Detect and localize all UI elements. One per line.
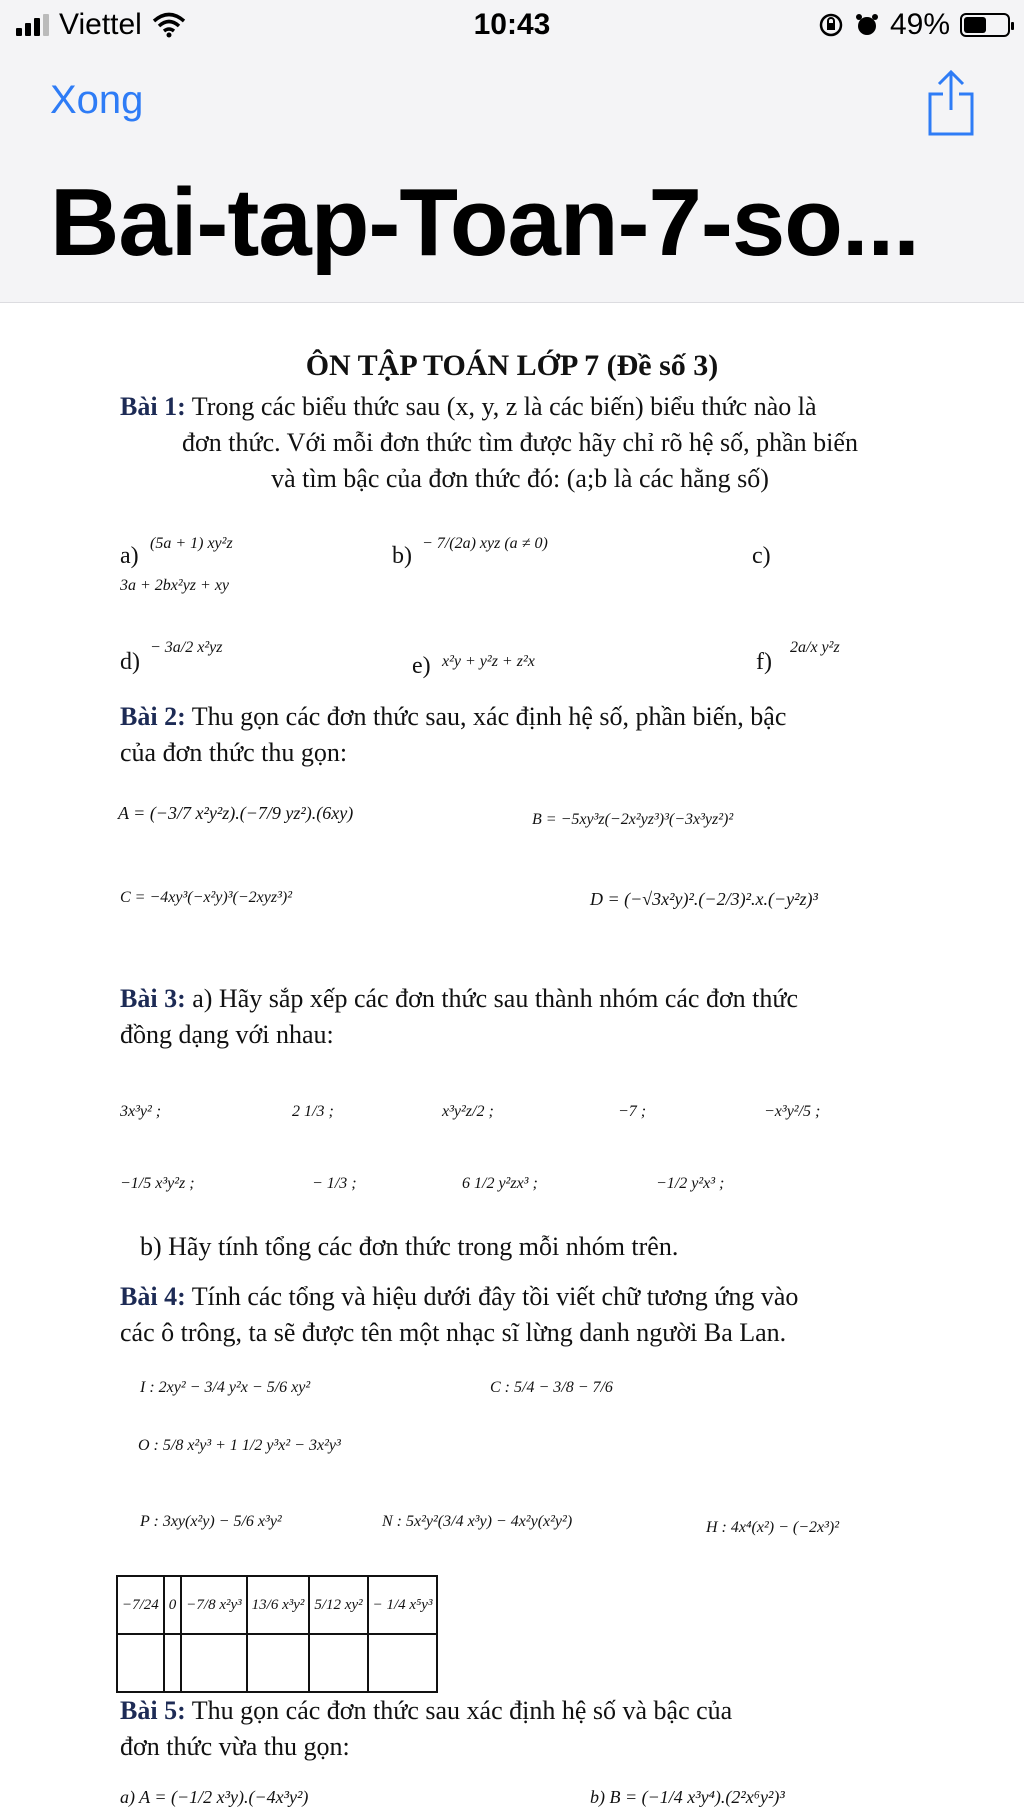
table-cell [181, 1634, 246, 1692]
bai3-r1-4: −7 ; [618, 1103, 647, 1120]
bai5-text1: Thu gọn các đơn thức sau xác định hệ số và bậc của [191, 1696, 733, 1725]
bai1-label: Bài 1: [120, 392, 186, 421]
table-cell: 5/12 xy² [309, 1576, 367, 1634]
bai4-text1: Tính các tổng và hiệu dưới đây tồi viết chữ tương ứng vào [191, 1282, 799, 1311]
bai4-expr-h: H : 4x⁴(x²) − (−2x³)² [706, 1519, 840, 1536]
table-cell: −7/8 x²y³ [181, 1576, 246, 1634]
bai4-expr-c: C : 5/4 − 3/8 − 7/6 [490, 1379, 613, 1396]
bai4-expr-n: N : 5x²y²(3/4 x³y) − 4x²y(x²y²) [382, 1513, 573, 1530]
bai3-r1-3: x³y²z/2 ; [442, 1103, 494, 1120]
bai5-expr-b: b) B = (−1/4 x³y⁴).(2²x⁶y²)³ [590, 1787, 785, 1807]
navigation-header [0, 0, 1024, 303]
bai1-text1: Trong các biểu thức sau (x, y, z là các biến) biểu thức nào là [191, 392, 817, 421]
bai5-line2: đơn thức vừa thu gọn: [120, 1732, 350, 1761]
bai2-line1 [120, 699, 940, 735]
table-row [117, 1634, 437, 1692]
bai4-expr-p: P : 3xy(x²y) − 5/6 x³y² [140, 1513, 282, 1530]
bai2-text1: Thu gọn các đơn thức sau, xác định hệ số, phần biến, bậc [191, 702, 787, 731]
table-cell: −7/24 [117, 1576, 164, 1634]
clock: 10:43 [473, 8, 551, 41]
bai4-line1 [120, 1279, 960, 1315]
bai1-e-expr: x²y + y²z + z²x [442, 653, 535, 670]
bai1-d-expr: − 3a/2 x²yz [150, 639, 223, 656]
bai4-expr-i: I : 2xy² − 3/4 y²x − 5/6 xy² [140, 1379, 311, 1396]
bai1-line3: và tìm bậc của đơn thức đó: (a;b là các hằng số) [271, 464, 769, 493]
bai1-c-label: c) [752, 543, 771, 569]
table-cell: 13/6 x³y² [247, 1576, 310, 1634]
bai2-expr-d: D = (−√3x²y)².(−2/3)².x.(−y²z)³ [590, 889, 818, 909]
bai3-text1: a) Hãy sắp xếp các đơn thức sau thành nhóm các đơn thức [192, 984, 799, 1013]
alarm-icon [854, 12, 880, 38]
table-cell: 0 [164, 1576, 182, 1634]
bai1-line2: đơn thức. Với mỗi đơn thức tìm được hãy chỉ rõ hệ số, phần biến [182, 428, 858, 457]
bai3-r1-1: 3x³y² ; [120, 1103, 162, 1120]
bai3-r2-3: 6 1/2 y²zx³ ; [462, 1175, 538, 1192]
orientation-lock-icon [818, 12, 844, 38]
bai5-label: Bài 5: [120, 1696, 186, 1725]
share-icon[interactable] [926, 68, 976, 138]
bai4-line2: các ô trông, ta sẽ được tên một nhạc sĩ lừng danh người Ba Lan. [120, 1318, 787, 1347]
done-button[interactable]: Xong [50, 78, 144, 122]
bai3-label: Bài 3: [120, 984, 186, 1013]
bai1-a-expr: (5a + 1) xy²z [150, 535, 233, 552]
bai2-line2: của đơn thức thu gọn: [120, 738, 348, 767]
status-bar [0, 0, 1024, 52]
bai4-label: Bài 4: [120, 1282, 186, 1311]
document-title: Bai-tap-Toan-7-so... [50, 169, 919, 276]
table-cell [164, 1634, 182, 1692]
bai2-expr-c: C = −4xy³(−x²y)³(−2xyz³)² [120, 889, 292, 906]
bai1-b-expr: − 7/(2a) xyz (a ≠ 0) [422, 535, 548, 552]
bai4-expr-o: O : 5/8 x²y³ + 1 1/2 y³x² − 3x²y³ [138, 1437, 341, 1454]
bai1-b-label: b) [392, 543, 412, 569]
table-row [117, 1576, 437, 1634]
bai1-c-expr: 3a + 2bx²yz + xy [120, 577, 230, 594]
bai3-line2: đồng dạng với nhau: [120, 1020, 334, 1049]
carrier-name: Viettel [59, 8, 142, 41]
bai5-line1 [120, 1693, 960, 1729]
worksheet-heading: ÔN TẬP TOÁN LỚP 7 (Đề số 3) [305, 349, 719, 382]
table-cell [117, 1634, 164, 1692]
bai2-label: Bài 2: [120, 702, 186, 731]
table-cell [309, 1634, 367, 1692]
bai3-r2-2: − 1/3 ; [312, 1175, 357, 1192]
table-cell: − 1/4 x⁵y³ [368, 1576, 438, 1634]
table-cell [368, 1634, 438, 1692]
bai1-f-label: f) [756, 649, 772, 675]
document-page[interactable] [0, 303, 1024, 1820]
table-cell [247, 1634, 310, 1692]
bai1-a-label: a) [120, 543, 139, 569]
bai2-expr-a: A = (−3/7 x²y²z).(−7/9 yz²).(6xy) [118, 803, 354, 823]
answer-table [116, 1575, 438, 1693]
bai1-e-label: e) [412, 653, 431, 679]
bai3-line1 [120, 981, 940, 1017]
bai1-f-expr: 2a/x y²z [790, 639, 840, 656]
bai2-expr-b: B = −5xy³z(−2x²yz³)³(−3x³yz²)² [532, 811, 734, 828]
battery-icon [960, 13, 1010, 37]
bai3-line3: b) Hãy tính tổng các đơn thức trong mỗi nhóm trên. [140, 1232, 679, 1261]
bai3-r2-1: −1/5 x³y²z ; [120, 1175, 195, 1192]
bai1-d-label: d) [120, 649, 140, 675]
bai3-r2-4: −1/2 y²x³ ; [656, 1175, 725, 1192]
bai5-expr-a: a) A = (−1/2 x³y).(−4x³y²) [120, 1787, 309, 1807]
bai1-line1 [120, 389, 940, 425]
bai3-r1-5: −x³y²/5 ; [764, 1103, 821, 1120]
battery-percent: 49% [889, 8, 950, 41]
bai3-r1-2: 2 1/3 ; [292, 1103, 334, 1120]
